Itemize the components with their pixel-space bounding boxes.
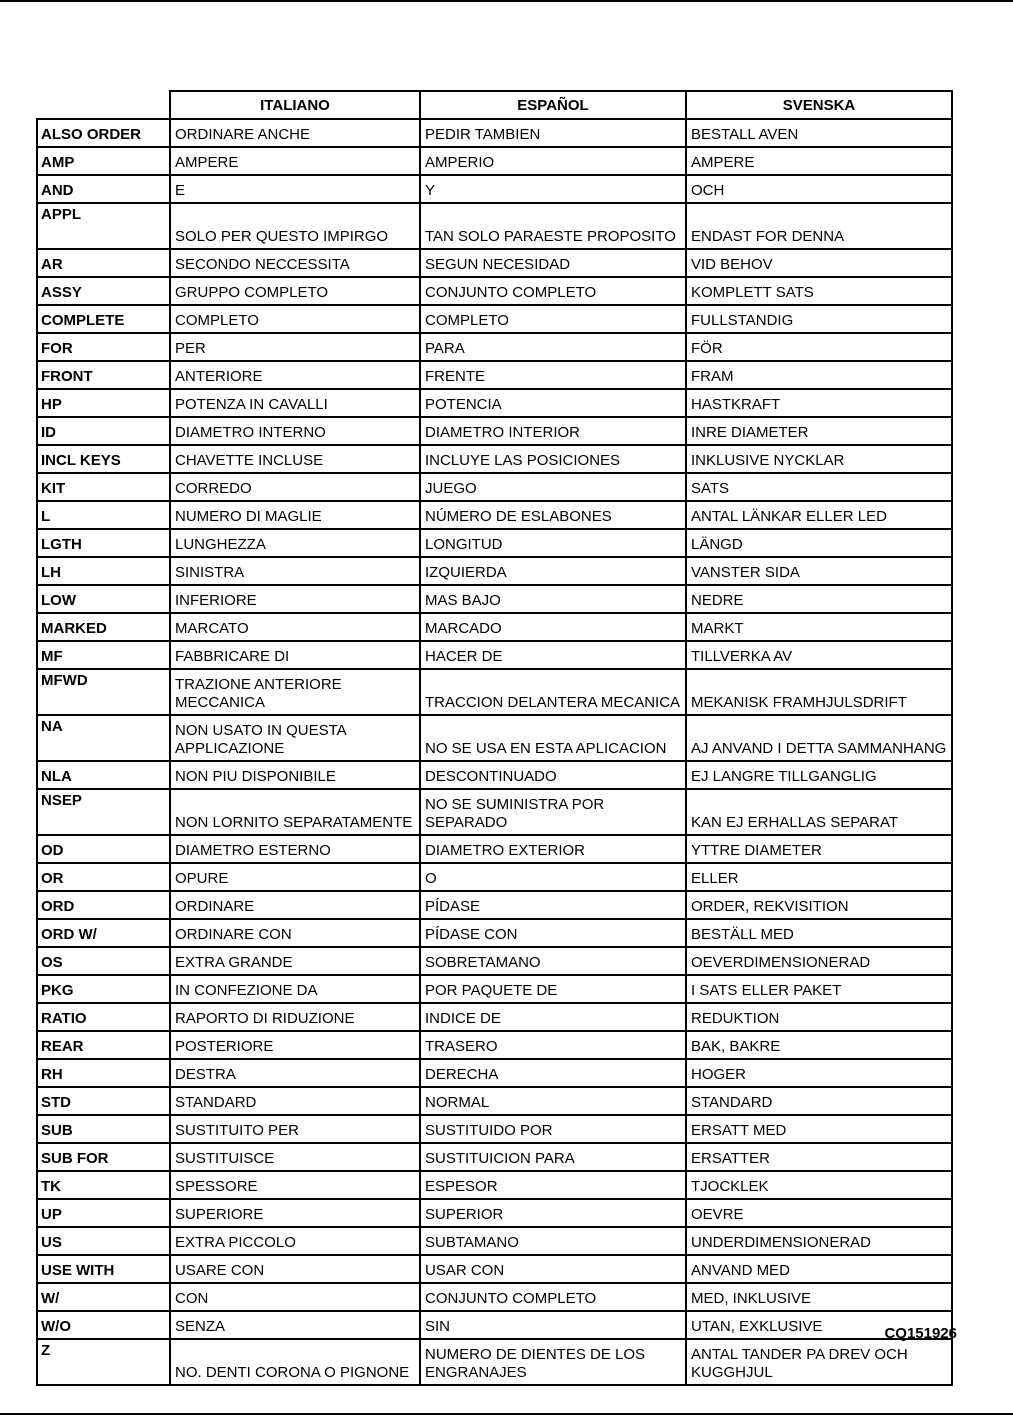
cell-svenska: UTAN, EXKLUSIVE (686, 1311, 952, 1339)
cell-espanol: USAR CON (420, 1255, 686, 1283)
cell-espanol: NÚMERO DE ESLABONES (420, 501, 686, 529)
cell-espanol: NORMAL (420, 1087, 686, 1115)
table-row (37, 1311, 952, 1339)
table-row (37, 1339, 952, 1385)
cell-abbreviation: MFWD (37, 669, 170, 715)
cell-italiano: OPURE (170, 863, 420, 891)
cell-espanol: Y (420, 175, 686, 203)
bottom-rule (0, 1413, 1013, 1415)
cell-espanol: FRENTE (420, 361, 686, 389)
cell-italiano: SUSTITUISCE (170, 1143, 420, 1171)
cell-italiano: NON LORNITO SEPARATAMENTE (170, 789, 420, 835)
cell-svenska: INRE DIAMETER (686, 417, 952, 445)
cell-svenska: MEKANISK FRAMHJULSDRIFT (686, 669, 952, 715)
cell-svenska: TILLVERKA AV (686, 641, 952, 669)
cell-abbreviation: UP (37, 1199, 170, 1227)
cell-espanol: PARA (420, 333, 686, 361)
cell-svenska: OCH (686, 175, 952, 203)
table-row (37, 1171, 952, 1199)
figure-code: CQ151926 (884, 1325, 957, 1342)
table-row (37, 1115, 952, 1143)
cell-abbreviation: NSEP (37, 789, 170, 835)
cell-italiano: POSTERIORE (170, 1031, 420, 1059)
cell-svenska: FULLSTANDIG (686, 305, 952, 333)
table-row (37, 1227, 952, 1255)
cell-abbreviation: W/O (37, 1311, 170, 1339)
cell-abbreviation: LH (37, 557, 170, 585)
cell-abbreviation: MARKED (37, 613, 170, 641)
cell-espanol: SUSTITUIDO POR (420, 1115, 686, 1143)
cell-espanol: TAN SOLO PARAESTE PROPOSITO (420, 203, 686, 249)
cell-espanol: SIN (420, 1311, 686, 1339)
cell-italiano: COMPLETO (170, 305, 420, 333)
cell-espanol: INCLUYE LAS POSICIONES (420, 445, 686, 473)
cell-svenska: OEVERDIMENSIONERAD (686, 947, 952, 975)
table-row (37, 147, 952, 175)
cell-italiano: NON USATO IN QUESTA APPLICAZIONE (170, 715, 420, 761)
cell-italiano: CORREDO (170, 473, 420, 501)
cell-italiano: SUSTITUITO PER (170, 1115, 420, 1143)
cell-espanol: NO SE USA EN ESTA APLICACION (420, 715, 686, 761)
cell-italiano: CON (170, 1283, 420, 1311)
cell-espanol: CONJUNTO COMPLETO (420, 1283, 686, 1311)
cell-italiano: SECONDO NECCESSITA (170, 249, 420, 277)
cell-espanol: LONGITUD (420, 529, 686, 557)
cell-svenska: LÄNGD (686, 529, 952, 557)
cell-abbreviation: COMPLETE (37, 305, 170, 333)
table-row (37, 175, 952, 203)
table-row (37, 473, 952, 501)
cell-abbreviation: REAR (37, 1031, 170, 1059)
cell-italiano: E (170, 175, 420, 203)
table-row (37, 249, 952, 277)
cell-abbreviation: FRONT (37, 361, 170, 389)
cell-espanol: MARCADO (420, 613, 686, 641)
cell-abbreviation: LGTH (37, 529, 170, 557)
cell-espanol: JUEGO (420, 473, 686, 501)
cell-espanol: DESCONTINUADO (420, 761, 686, 789)
cell-abbreviation: L (37, 501, 170, 529)
cell-italiano: INFERIORE (170, 585, 420, 613)
cell-svenska: VANSTER SIDA (686, 557, 952, 585)
cell-svenska: SATS (686, 473, 952, 501)
cell-espanol: POR PAQUETE DE (420, 975, 686, 1003)
cell-svenska: ERSATT MED (686, 1115, 952, 1143)
table-row (37, 613, 952, 641)
cell-italiano: ANTERIORE (170, 361, 420, 389)
cell-svenska: ANVAND MED (686, 1255, 952, 1283)
cell-svenska: OEVRE (686, 1199, 952, 1227)
cell-italiano: EXTRA GRANDE (170, 947, 420, 975)
cell-svenska: FRAM (686, 361, 952, 389)
header-blank (37, 91, 170, 119)
cell-abbreviation: W/ (37, 1283, 170, 1311)
cell-italiano: GRUPPO COMPLETO (170, 277, 420, 305)
cell-abbreviation: NLA (37, 761, 170, 789)
cell-italiano: NON PIU DISPONIBILE (170, 761, 420, 789)
cell-abbreviation: AR (37, 249, 170, 277)
cell-italiano: EXTRA PICCOLO (170, 1227, 420, 1255)
table-row (37, 529, 952, 557)
table-row (37, 891, 952, 919)
cell-italiano: ORDINARE ANCHE (170, 119, 420, 147)
cell-italiano: RAPORTO DI RIDUZIONE (170, 1003, 420, 1031)
cell-italiano: MARCATO (170, 613, 420, 641)
glossary-table-container (36, 90, 953, 1386)
cell-abbreviation: TK (37, 1171, 170, 1199)
table-row (37, 715, 952, 761)
table-row (37, 1031, 952, 1059)
cell-svenska: AJ ANVAND I DETTA SAMMANHANG (686, 715, 952, 761)
cell-svenska: ELLER (686, 863, 952, 891)
cell-italiano: FABBRICARE DI (170, 641, 420, 669)
header-espanol: ESPAÑOL (420, 91, 686, 119)
table-row (37, 1255, 952, 1283)
cell-abbreviation: RH (37, 1059, 170, 1087)
cell-italiano: DIAMETRO ESTERNO (170, 835, 420, 863)
table-row (37, 947, 952, 975)
table-row (37, 203, 952, 249)
cell-espanol: POTENCIA (420, 389, 686, 417)
cell-svenska: STANDARD (686, 1087, 952, 1115)
cell-espanol: AMPERIO (420, 147, 686, 175)
cell-svenska: ORDER, REKVISITION (686, 891, 952, 919)
cell-svenska: AMPERE (686, 147, 952, 175)
cell-espanol: SOBRETAMANO (420, 947, 686, 975)
cell-svenska: KOMPLETT SATS (686, 277, 952, 305)
cell-italiano: ORDINARE CON (170, 919, 420, 947)
cell-abbreviation: PKG (37, 975, 170, 1003)
cell-abbreviation: KIT (37, 473, 170, 501)
cell-abbreviation: Z (37, 1339, 170, 1385)
table-row (37, 305, 952, 333)
cell-espanol: DIAMETRO EXTERIOR (420, 835, 686, 863)
cell-italiano: DIAMETRO INTERNO (170, 417, 420, 445)
cell-espanol: HACER DE (420, 641, 686, 669)
cell-abbreviation: OD (37, 835, 170, 863)
cell-abbreviation: MF (37, 641, 170, 669)
cell-svenska: ANTAL TANDER PA DREV OCH KUGGHJUL (686, 1339, 952, 1385)
cell-espanol: O (420, 863, 686, 891)
table-row (37, 1199, 952, 1227)
table-row (37, 919, 952, 947)
table-row (37, 333, 952, 361)
cell-svenska: MED, INKLUSIVE (686, 1283, 952, 1311)
table-row (37, 417, 952, 445)
cell-espanol: COMPLETO (420, 305, 686, 333)
cell-abbreviation: ORD (37, 891, 170, 919)
cell-italiano: ORDINARE (170, 891, 420, 919)
cell-italiano: SINISTRA (170, 557, 420, 585)
cell-espanol: SUBTAMANO (420, 1227, 686, 1255)
cell-abbreviation: INCL KEYS (37, 445, 170, 473)
table-row (37, 585, 952, 613)
table-row (37, 1059, 952, 1087)
table-row (37, 761, 952, 789)
cell-italiano: STANDARD (170, 1087, 420, 1115)
cell-abbreviation: ALSO ORDER (37, 119, 170, 147)
table-row (37, 389, 952, 417)
cell-abbreviation: AND (37, 175, 170, 203)
cell-espanol: INDICE DE (420, 1003, 686, 1031)
cell-svenska: ENDAST FOR DENNA (686, 203, 952, 249)
cell-espanol: PÍDASE (420, 891, 686, 919)
cell-svenska: EJ LANGRE TILLGANGLIG (686, 761, 952, 789)
table-row (37, 863, 952, 891)
table-row (37, 1087, 952, 1115)
cell-italiano: POTENZA IN CAVALLI (170, 389, 420, 417)
cell-espanol: SEGUN NECESIDAD (420, 249, 686, 277)
cell-abbreviation: US (37, 1227, 170, 1255)
cell-svenska: BESTALL AVEN (686, 119, 952, 147)
cell-svenska: ANTAL LÄNKAR ELLER LED (686, 501, 952, 529)
table-row (37, 557, 952, 585)
cell-abbreviation: RATIO (37, 1003, 170, 1031)
cell-italiano: NO. DENTI CORONA O PIGNONE (170, 1339, 420, 1385)
cell-svenska: BAK, BAKRE (686, 1031, 952, 1059)
cell-italiano: USARE CON (170, 1255, 420, 1283)
table-row (37, 277, 952, 305)
table-row (37, 119, 952, 147)
table-row (37, 361, 952, 389)
top-rule (0, 0, 1013, 2)
cell-abbreviation: OS (37, 947, 170, 975)
cell-italiano: LUNGHEZZA (170, 529, 420, 557)
table-row (37, 835, 952, 863)
cell-italiano: IN CONFEZIONE DA (170, 975, 420, 1003)
cell-abbreviation: ASSY (37, 277, 170, 305)
cell-espanol: SUPERIOR (420, 1199, 686, 1227)
cell-abbreviation: LOW (37, 585, 170, 613)
cell-italiano: SPESSORE (170, 1171, 420, 1199)
cell-svenska: MARKT (686, 613, 952, 641)
cell-italiano: SENZA (170, 1311, 420, 1339)
cell-espanol: ESPESOR (420, 1171, 686, 1199)
cell-svenska: VID BEHOV (686, 249, 952, 277)
cell-espanol: DERECHA (420, 1059, 686, 1087)
cell-italiano: SOLO PER QUESTO IMPIRGO (170, 203, 420, 249)
table-row (37, 641, 952, 669)
cell-svenska: KAN EJ ERHALLAS SEPARAT (686, 789, 952, 835)
table-row (37, 501, 952, 529)
cell-abbreviation: ID (37, 417, 170, 445)
table-row (37, 1283, 952, 1311)
cell-svenska: REDUKTION (686, 1003, 952, 1031)
cell-svenska: UNDERDIMENSIONERAD (686, 1227, 952, 1255)
cell-italiano: TRAZIONE ANTERIORE MECCANICA (170, 669, 420, 715)
table-row (37, 1143, 952, 1171)
cell-espanol: CONJUNTO COMPLETO (420, 277, 686, 305)
cell-italiano: AMPERE (170, 147, 420, 175)
cell-svenska: I SATS ELLER PAKET (686, 975, 952, 1003)
cell-italiano: NUMERO DI MAGLIE (170, 501, 420, 529)
cell-abbreviation: SUB FOR (37, 1143, 170, 1171)
cell-italiano: CHAVETTE INCLUSE (170, 445, 420, 473)
cell-svenska: INKLUSIVE NYCKLAR (686, 445, 952, 473)
table-row (37, 445, 952, 473)
cell-abbreviation: STD (37, 1087, 170, 1115)
cell-abbreviation: HP (37, 389, 170, 417)
cell-espanol: PÍDASE CON (420, 919, 686, 947)
header-row (37, 91, 952, 119)
cell-svenska: TJOCKLEK (686, 1171, 952, 1199)
table-row (37, 669, 952, 715)
cell-espanol: NUMERO DE DIENTES DE LOS ENGRANAJES (420, 1339, 686, 1385)
cell-abbreviation: USE WITH (37, 1255, 170, 1283)
cell-abbreviation: SUB (37, 1115, 170, 1143)
table-row (37, 789, 952, 835)
cell-abbreviation: APPL (37, 203, 170, 249)
table-row (37, 975, 952, 1003)
cell-espanol: PEDIR TAMBIEN (420, 119, 686, 147)
cell-italiano: PER (170, 333, 420, 361)
cell-abbreviation: OR (37, 863, 170, 891)
cell-svenska: HOGER (686, 1059, 952, 1087)
cell-italiano: DESTRA (170, 1059, 420, 1087)
cell-svenska: HASTKRAFT (686, 389, 952, 417)
cell-espanol: IZQUIERDA (420, 557, 686, 585)
cell-abbreviation: ORD W/ (37, 919, 170, 947)
cell-italiano: SUPERIORE (170, 1199, 420, 1227)
cell-espanol: DIAMETRO INTERIOR (420, 417, 686, 445)
cell-svenska: ERSATTER (686, 1143, 952, 1171)
cell-svenska: BESTÄLL MED (686, 919, 952, 947)
table-row (37, 1003, 952, 1031)
cell-espanol: SUSTITUICION PARA (420, 1143, 686, 1171)
header-svenska: SVENSKA (686, 91, 952, 119)
cell-abbreviation: NA (37, 715, 170, 761)
cell-espanol: NO SE SUMINISTRA POR SEPARADO (420, 789, 686, 835)
cell-svenska: YTTRE DIAMETER (686, 835, 952, 863)
cell-espanol: TRASERO (420, 1031, 686, 1059)
abbreviation-glossary-table (36, 90, 953, 1386)
cell-svenska: NEDRE (686, 585, 952, 613)
header-italiano: ITALIANO (170, 91, 420, 119)
cell-espanol: MAS BAJO (420, 585, 686, 613)
cell-espanol: TRACCION DELANTERA MECANICA (420, 669, 686, 715)
cell-abbreviation: AMP (37, 147, 170, 175)
cell-abbreviation: FOR (37, 333, 170, 361)
cell-svenska: FÖR (686, 333, 952, 361)
